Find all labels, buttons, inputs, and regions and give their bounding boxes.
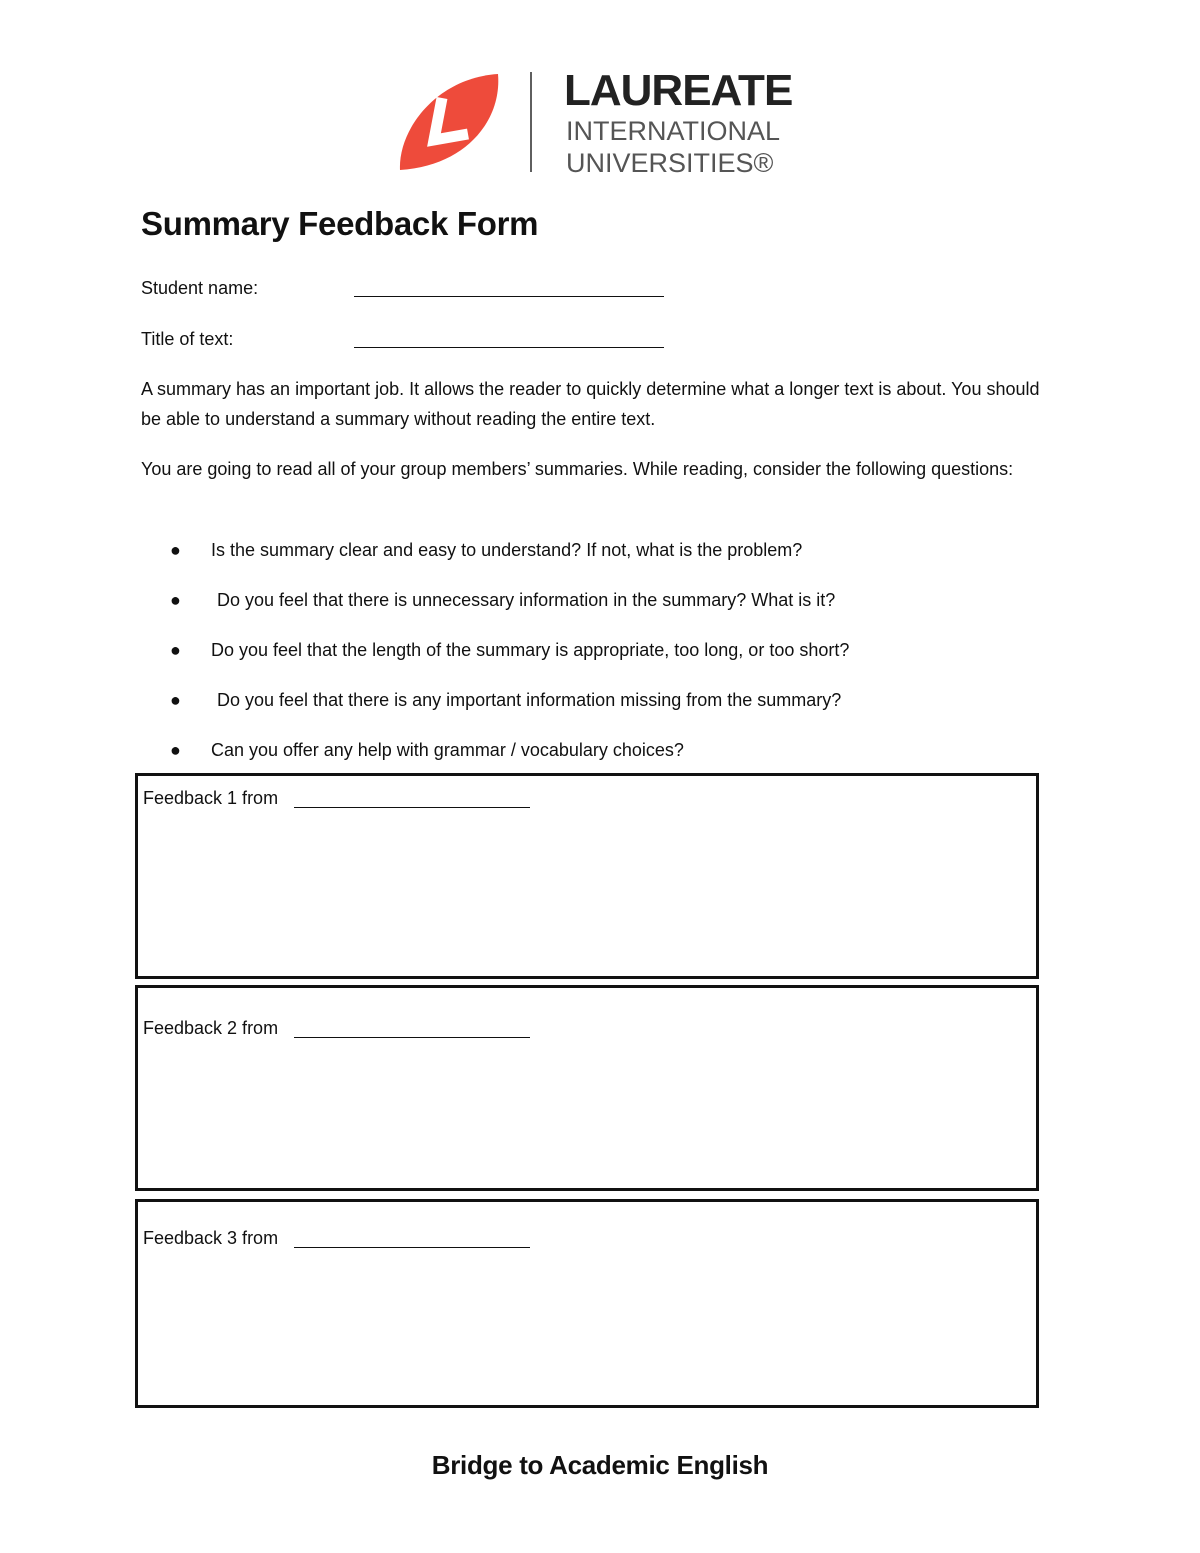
bullet-icon: ● [170,640,181,660]
question-text: Do you feel that the length of the summary is appropriate, too long, or too short? [211,640,850,660]
page-title: Summary Feedback Form [141,205,539,242]
student-name-field[interactable] [354,296,664,297]
feedback-box-3[interactable] [135,1199,1039,1408]
logo-divider [530,72,532,172]
bullet-icon: ● [170,590,181,610]
student-name-label: Student name: [141,278,259,298]
bullet-icon: ● [170,690,181,710]
question-text: Is the summary clear and easy to understand? If not, what is the problem? [211,540,803,560]
feedback-box-1[interactable] [135,773,1039,979]
feedback-from-field[interactable] [294,1247,530,1248]
title-of-text-label: Title of text: [141,329,234,349]
question-text: Do you feel that there is any important information missing from the summary? [217,690,842,710]
question-text: Can you offer any help with grammar / vocabulary choices? [211,740,684,760]
intro-paragraph-1: A summary has an important job. It allows the reader to quickly determine what a longer text is about. You should be able to understand a summary without reading the entire text. [141,379,1040,429]
feedback-box-2[interactable] [135,985,1039,1191]
logo-title: LAUREATE [564,66,793,115]
footer-text: Bridge to Academic English [431,1450,769,1480]
question-text: Do you feel that there is unnecessary information in the summary? What is it? [217,590,836,610]
feedback-label: Feedback 1 from [143,788,279,808]
logo-subtitle-1: INTERNATIONAL [566,116,781,146]
laureate-logo [396,66,816,178]
feedback-from-field[interactable] [294,807,530,808]
feedback-from-field[interactable] [294,1037,530,1038]
bullet-icon: ● [170,540,181,560]
title-of-text-field[interactable] [354,347,664,348]
laureate-leaf-icon [396,70,502,174]
feedback-label: Feedback 3 from [143,1228,279,1248]
feedback-label: Feedback 2 from [143,1018,279,1038]
intro-paragraph-2: You are going to read all of your group members’ summaries. While reading, consider the following questions: [141,459,1014,479]
logo-subtitle-2: UNIVERSITIES® [566,148,774,178]
bullet-icon: ● [170,740,181,760]
